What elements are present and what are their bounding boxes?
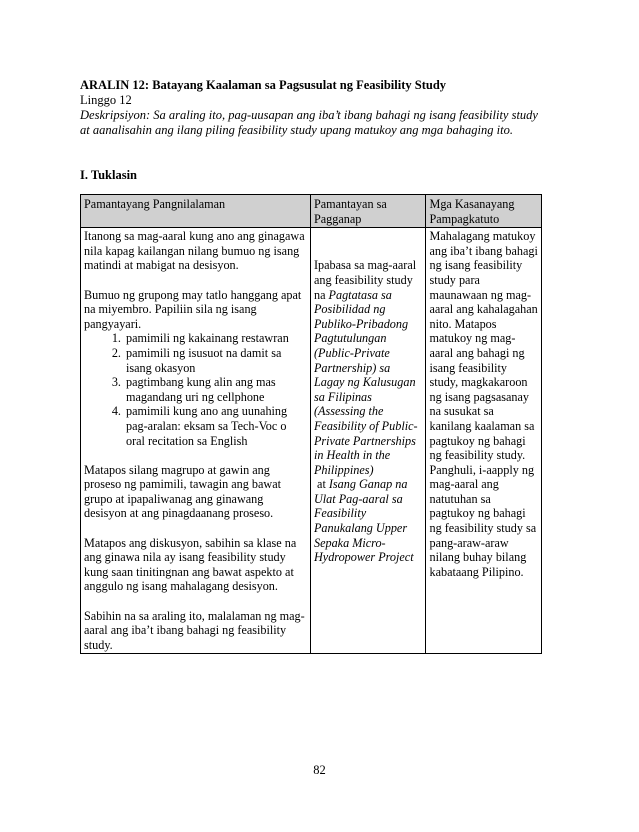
col1-paragraph-1: Itanong sa mag-aaral kung ano ang ginagawa nila kapag kailangan nilang bumuo ng isang matindi at mabigat na desisyon. (84, 229, 305, 273)
col1-paragraph-2: Bumuo ng grupong may tatlo hanggang apat na miyembro. Papiliin sila ng isang pangyayari. (84, 287, 302, 331)
lesson-title: ARALIN 12: Batayang Kaalaman sa Pagsusulat ng Feasibility Study (80, 78, 447, 92)
content-standard-cell (81, 228, 311, 654)
col1-paragraph-5: Sabihin na sa araling ito, malalaman ng mag-aaral ang iba’t ibang bahagi ng feasibility study. (84, 608, 305, 652)
table-row (81, 228, 542, 654)
header-performance-standard: Pamantayan sa Pagganap (310, 195, 426, 228)
col1-paragraph-4: Matapos ang diskusyon, sabihin sa klase na ang ginawa nila ay isang feasibility study kung saan tinitingnan ang bawat aspekto at anggulo ng isang mahalagang desisyon. (84, 535, 297, 594)
lesson-description: Deskripsiyon: Sa araling ito, pag-uusapan ang iba’t ibang bahagi ng isang feasibility study at aanalisahin ang ilang piling feasibility study upang matukoy ang mga bahaging ito. (80, 108, 538, 137)
header-content-standard: Pamantayang Pangnilalaman (81, 195, 311, 228)
lesson-week: Linggo 12 (80, 93, 132, 107)
list-item: 2. pamimili ng isusuot na damit sa isang okasyon (124, 346, 307, 375)
lesson-header (80, 78, 550, 138)
table-header-row (81, 195, 542, 228)
page-number: 82 (313, 763, 326, 777)
learning-competencies-cell: Mahalagang matukoy ang iba’t ibang bahagi ng isang feasibility study para maunawaan ng mag-aaral ang kahalagahan nito. Matapos matukoy ng mag-aaral ang bahagi ng isang feasibility study, magkakaroon ng isang pagsasanay na susukat sa kanilang kaalaman sa pagtukoy ng bahagi ng feasibility study. Panghuli, i-aapply ng mag-aaral ang natutuhan sa pagtukoy ng bahagi ng feasibility study sa pang-araw-araw nilang buhay bilang kabataang Pilipino. (426, 228, 542, 654)
study-title-2: Isang Ganap na Ulat Pag-aaral sa Feasibility Panukalang Upper Sepaka Micro-Hydropower Project (313, 477, 414, 565)
col2-lead: Ipabasa sa mag-aaral ang feasibility study na (313, 258, 417, 302)
col2-text (314, 258, 423, 564)
header-learning-competencies: Mga Kasanayang Pampagkatuto (426, 195, 542, 228)
performance-standard-cell (310, 228, 426, 654)
list-item: 3. pagtimbang kung alin ang mas magandang uri ng cellphone (124, 375, 307, 404)
col2-connector: at (317, 477, 326, 492)
list-item: 4. pamimili kung ano ang uunahing pag-aralan: eksam sa Tech-Voc o oral recitation sa English (124, 404, 307, 448)
lesson-table (80, 194, 542, 654)
study-title-1: Pagtatasa sa Posibilidad ng Publiko-Pribadong Pagtutulungan (Public-Private Partnership) sa Lagay ng Kalusugan sa Filipinas (Assessing the Feasibility of Public-Private Partnerships in Health in the Philippines) (313, 287, 418, 477)
list-item: 1. pamimili ng kakainang restawran (124, 331, 307, 346)
section-title: I. Tuklasin (80, 168, 137, 182)
col1-paragraph-3: Matapos silang magrupo at gawin ang proseso ng pamimili, tawagin ang bawat grupo at ipapaliwanag ang ginawang desisyon at ang pinagdaanang proseso. (84, 462, 281, 521)
task-list (84, 331, 307, 448)
